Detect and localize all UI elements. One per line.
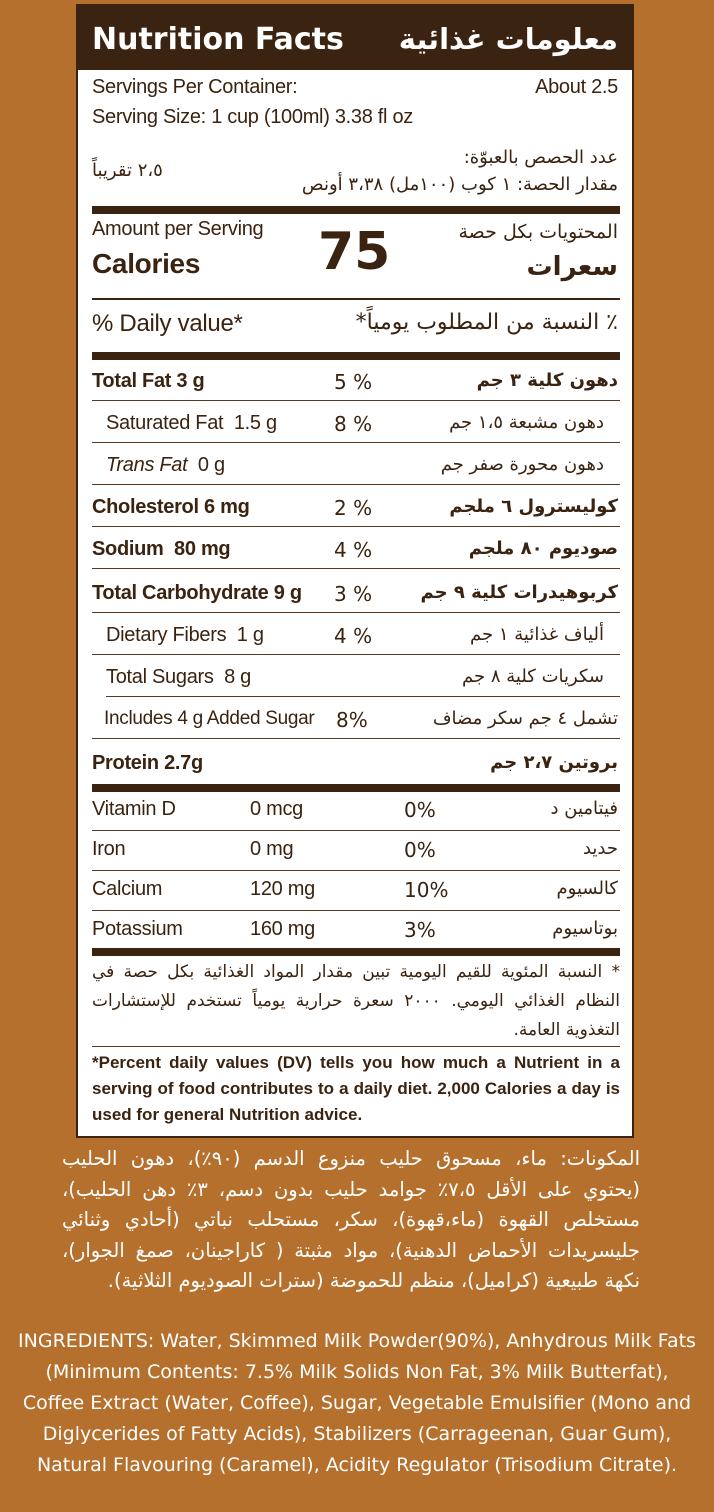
vitamin-ar: كالسيوم <box>556 878 618 899</box>
calories-value: 75 <box>318 222 391 282</box>
title-en: Nutrition Facts <box>92 22 344 57</box>
divider <box>92 738 620 739</box>
nutrient-ar: كوليسترول ٦ ملجم <box>449 496 618 517</box>
vitamin-dv: 0% <box>404 798 436 822</box>
title-ar: معلومات غذائية <box>398 22 618 56</box>
nutrient-ar: دهون محورة صفر جم <box>440 454 604 475</box>
serving-size-ar: مقدار الحصة: ١ كوب (١٠٠مل) ٣،٣٨ أونص <box>301 174 618 195</box>
nutrient-row-total-sugars <box>106 666 251 689</box>
nutrient-amount: 1 g <box>236 624 264 646</box>
vitamin-amount: 0 mg <box>250 838 294 860</box>
nutrient-row-dietary-fibers <box>106 624 264 647</box>
divider <box>92 526 620 527</box>
nutrient-dv: 5 % <box>334 370 373 394</box>
nutrient-ar: بروتين ٢،٧ جم <box>490 752 618 773</box>
nutrient-ar: تشمل ٤ جم سكر مضاف <box>432 708 618 729</box>
nutrient-row-saturated-fat <box>106 412 277 435</box>
nutrient-name: Protein <box>92 752 159 774</box>
ingredients-section <box>0 1142 714 1512</box>
vitamin-name: Potassium <box>92 918 183 940</box>
nutrient-amount: 6 mg <box>204 496 250 518</box>
nutrient-dv: 2 % <box>334 496 373 520</box>
vitamin-dv: 3% <box>404 918 436 942</box>
vitamin-name: Vitamin D <box>92 798 176 820</box>
nutrient-dv: 4 % <box>334 538 373 562</box>
footnote-en: *Percent daily values (DV) tells you how much a Nutrient in a serving of food contributes to a daily diet. 2,000 Calories a day is used for general Nutrition advice. <box>92 1053 620 1124</box>
nutrient-dv: 8% <box>336 708 368 732</box>
ingredients-ar: المكونات: ماء، مسحوق حليب منزوع الدسم (٩٠٪)، دهون الحليب (يحتوي على الأقل ٧،٥٪ جوامد حليب بدون دسم، ٣٪ دهن الحليب)، مستخلص القهوة (ماء،قهوة)، سكر، مستحلب نباتي (أحادي وثنائي جليسريدات الأحماض الدهنية)، مواد مثبتة ( كاراجينان، صمغ الجوار)، نكهة طبيعية (كراميل)، منظم للحموضة (سترات الصوديوم الثلاثية). <box>62 1147 640 1292</box>
divider <box>92 568 620 569</box>
divider-thick <box>92 784 620 792</box>
nutrient-amount: 80 mg <box>174 538 231 560</box>
footnote-ar: * النسبة المئوية للقيم اليومية تبين مقدار المواد الغذائية بكل حصة في النظام الغذائي اليومي. ٢٠٠٠ سعرة حرارية يومياً تستخدم للإستشارات التغذوية العامة. <box>92 962 620 1040</box>
divider <box>92 612 620 613</box>
vitamin-dv: 10% <box>404 878 449 902</box>
calories-label: Calories <box>92 248 201 279</box>
amount-per-serving: Amount per Serving <box>92 218 264 240</box>
nutrition-facts-panel <box>76 4 634 1138</box>
daily-value-label: % Daily value* <box>92 310 243 337</box>
serving-size: Serving Size: 1 cup (100ml) 3.38 fl oz <box>92 106 413 128</box>
nutrient-row-cholesterol <box>92 496 249 519</box>
amount-per-serving-ar: المحتويات بكل حصة <box>458 221 618 243</box>
divider <box>106 696 620 697</box>
vitamin-amount: 0 mcg <box>250 798 303 820</box>
divider <box>92 830 620 831</box>
nutrient-name: Cholesterol <box>92 496 199 518</box>
nutrient-row-total-fat <box>92 370 204 393</box>
nutrient-row-trans-fat <box>106 454 225 477</box>
vitamin-ar: حديد <box>582 838 618 859</box>
vitamin-ar: بوتاسيوم <box>552 918 618 939</box>
divider <box>92 400 620 401</box>
nutrient-ar: سكريات كلية ٨ جم <box>462 666 604 687</box>
divider <box>92 298 620 300</box>
nutrient-row-added-sugar: Includes 4 g Added Sugar <box>104 708 315 729</box>
divider <box>92 654 620 655</box>
nutrient-name: Total Carbohydrate <box>92 582 269 604</box>
nutrient-dv: 8 % <box>334 412 373 436</box>
nutrient-name: Total Fat <box>92 370 172 392</box>
nutrient-row-sodium <box>92 538 230 561</box>
nutrient-amount: 0 g <box>197 454 225 476</box>
nutrient-amount: 2.7g <box>164 752 203 774</box>
servings-value-ar: ٢،٥ تقريباً <box>92 160 163 181</box>
nutrient-ar: ألياف غذائية ١ جم <box>470 624 604 645</box>
vitamin-dv: 0% <box>404 838 436 862</box>
nutrient-name: Trans Fat <box>106 454 188 476</box>
nutrient-name: Dietary Fibers <box>106 624 227 646</box>
nutrient-amount: 8 g <box>224 666 251 688</box>
vitamin-amount: 120 mg <box>250 878 315 900</box>
divider <box>92 1046 620 1047</box>
nutrient-name: Saturated Fat <box>106 412 224 434</box>
vitamin-name: Iron <box>92 838 126 860</box>
divider-thick <box>92 206 620 214</box>
vitamin-ar: فيتامين د <box>550 798 618 819</box>
vitamin-amount: 160 mg <box>250 918 315 940</box>
nutrient-ar: دهون كلية ٣ جم <box>476 370 618 391</box>
nutrient-amount: 1.5 g <box>233 412 277 434</box>
nutrient-name: Sodium <box>92 538 164 560</box>
ingredients-en: INGREDIENTS: Water, Skimmed Milk Powder(90%), Anhydrous Milk Fats (Minimum Contents: 7.5% Milk Solids Non Fat, 3% Milk Butterfat), Coffee Extract (Water, Coffee), Sugar, Vegetable Emulsifier (Mono and Diglycerides of Fatty Acids), Stabilizers (Carrageenan, Guar Gum), Natural Flavouring (Caramel), Acidity Regulator (Trisodium Citrate). <box>18 1330 696 1476</box>
servings-value: About 2.5 <box>535 76 618 98</box>
nutrient-ar: صوديوم ٨٠ ملجم <box>468 538 618 559</box>
nutrient-row-protein <box>92 752 203 775</box>
nutrient-amount: 9 g <box>273 582 302 604</box>
daily-value-label-ar: ٪ النسبة من المطلوب يومياً* <box>355 310 618 335</box>
divider-thick <box>92 948 620 956</box>
servings-label-ar: عدد الحصص بالعبوّة: <box>463 147 618 168</box>
servings-label: Servings Per Container: <box>92 76 298 98</box>
divider <box>92 442 620 443</box>
calories-label-ar: سعرات <box>526 252 618 282</box>
nutrient-dv: 3 % <box>334 582 373 606</box>
vitamin-name: Calcium <box>92 878 163 900</box>
divider <box>92 910 620 911</box>
nutrient-amount: 3 g <box>176 370 205 392</box>
nutrient-dv: 4 % <box>334 624 373 648</box>
divider-thick <box>92 352 620 360</box>
nutrient-name: Total Sugars <box>106 666 214 688</box>
divider <box>92 484 620 485</box>
nutrient-ar: دهون مشبعة ١،٥ جم <box>449 412 604 433</box>
nutrient-ar: كربوهيدرات كلية ٩ جم <box>420 582 618 603</box>
divider <box>92 870 620 871</box>
nutrient-row-total-carbohydrate <box>92 582 302 605</box>
